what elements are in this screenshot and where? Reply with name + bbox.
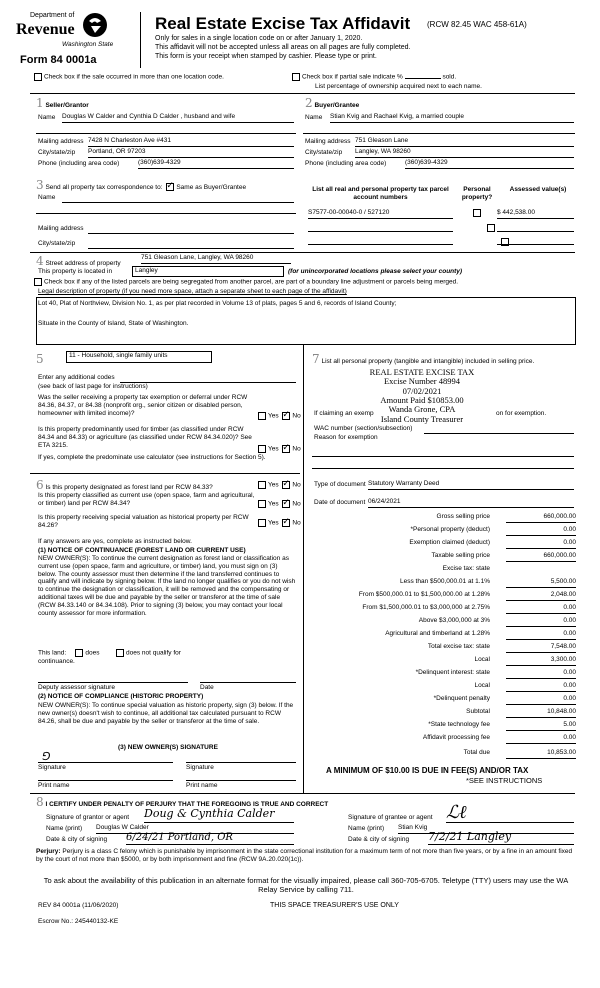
tax-row-value[interactable]: 10,853.00 (506, 749, 576, 759)
tax-row-value[interactable]: 7,548.00 (506, 643, 576, 653)
no-label: No (292, 412, 301, 420)
sold-label: sold. (442, 73, 457, 81)
tax-row-value[interactable]: 0.00 (506, 630, 576, 640)
stamp-line: REAL ESTATE EXCISE TAX (369, 367, 475, 377)
perjury-notice (36, 848, 576, 864)
segregated-label: Check box if any of the listed parcels are being segregated from another parcel, are part of a boundary line adjustment or parcels being merged. (44, 278, 459, 286)
perjury-text: Perjury is a class C felony which is punishable by imprisonment in the state correctional institution for a maximum term of not more than five years, or by a fine in an amount fixed by the court of not more than $5000, or by both imprisonment and fine (RCW 9A.20.020(1c)). (36, 848, 573, 863)
buyer-phone-field[interactable]: (360)639-4329 (405, 159, 574, 169)
header-divider (140, 12, 141, 68)
notice-compliance-heading: (2) NOTICE OF COMPLIANCE (HISTORIC PROPERTY) (38, 693, 204, 700)
exemption-no-checkbox[interactable] (282, 412, 290, 420)
exemption-question: Was the seller receiving a property tax exemption or deferral under RCW 84.36, 84.37, or 84.38 (nonprofit org., senior citizen or disabled person, homeowner with limited income)? (38, 394, 248, 417)
if-any-yes-note: If any answers are yes, complete as instructed below. (38, 538, 192, 545)
revenue-logo-icon (82, 12, 108, 38)
current-use-no-checkbox[interactable] (282, 500, 290, 508)
seller-city-field[interactable]: Portland, OR 97203 (88, 148, 294, 158)
document-date-label: Date of document (314, 499, 366, 506)
tax-row-value[interactable]: 660,000.00 (506, 552, 576, 562)
signature-label: Signature (186, 764, 214, 771)
timber-yes-checkbox[interactable] (258, 445, 266, 453)
exemption-answer (256, 412, 301, 421)
tax-row (310, 656, 576, 667)
yes-label: Yes (268, 481, 279, 489)
tax-row-label: Total due (463, 749, 490, 756)
yes-label: Yes (268, 445, 279, 453)
tax-row-label: Taxable selling price (431, 552, 490, 559)
exemption-claim-label-end: on for exemption. (496, 410, 547, 417)
tax-row (310, 578, 576, 589)
tax-row (310, 617, 576, 628)
stamp-amount: Amount Paid $10853.00 (380, 395, 464, 406)
escrow-label: Escrow No.: (38, 918, 74, 925)
buyer-city-field[interactable]: Langley, WA 98260 (355, 148, 574, 158)
additional-codes-label: Enter any additional codes (38, 374, 115, 381)
tax-row (310, 513, 576, 524)
tax-row-label: Affidavit processing fee (422, 734, 490, 741)
tax-row-label: Excise tax: state (442, 565, 490, 572)
historic-no-checkbox[interactable] (282, 519, 290, 527)
perjury-label: Perjury: (36, 848, 61, 855)
buyer-heading (305, 96, 359, 110)
see-instructions-note: *SEE INSTRUCTIONS (466, 776, 543, 785)
buyer-heading-label: Buyer/Grantee (314, 102, 360, 109)
tax-row (310, 526, 576, 537)
tax-row (310, 539, 576, 550)
print-name-line-2[interactable] (186, 780, 296, 781)
legal-description-line-1: Lot 40, Plat of Northview, Division No. 1, as per plat recorded in Volume 13 of plats, pages 5 and 6, records of Island County; (38, 300, 397, 307)
seller-heading (36, 96, 89, 110)
more-than-one-location-label: Check box if the sale occurred in more than one location code. (44, 73, 224, 81)
section-8-number: 8 (36, 795, 44, 809)
personal-property-checkbox[interactable] (487, 224, 495, 232)
tax-row-label: Gross selling price (436, 513, 490, 520)
tax-row-label: Agricultural and timberland at 1.28% (385, 630, 490, 637)
forest-land-answer (256, 481, 301, 490)
tax-row-label: Subtotal (466, 708, 490, 715)
exemption-reason-label: Reason for exemption (314, 434, 378, 441)
tax-row-value[interactable]: 0.00 (506, 539, 576, 549)
tax-row (310, 734, 576, 745)
tax-row-label: From $1,500,000.01 to $3,000,000 at 2.75% (362, 604, 490, 611)
legal-description-label: Legal description of property (if you need more space, attach a separate sheet to each page of the affidavit) (38, 288, 347, 295)
street-address-field[interactable]: 751 Gleason Lane, Langley, WA 98260 (141, 254, 291, 264)
tax-row (310, 643, 576, 654)
parcel-number-field[interactable] (308, 235, 453, 245)
does-not-label: does not qualify for (125, 649, 181, 657)
grantee-date-field[interactable]: 7/2/21 Langley (428, 830, 574, 845)
seller-city-label: City/state/zip (38, 149, 76, 156)
tax-row-value[interactable]: 0.00 (506, 604, 576, 614)
located-in-label: This property is located in (38, 268, 113, 275)
tax-row-label: *Delinquent penalty (433, 695, 490, 702)
section-4-number: 4 (36, 254, 44, 268)
certify-text: I CERTIFY UNDER PENALTY OF PERJURY THAT THE FOREGOING IS TRUE AND CORRECT (45, 801, 329, 808)
partial-sale-label: Check box if partial sale indicate % (302, 73, 403, 81)
assessed-value-column-header: Assessed value(s) (509, 186, 567, 193)
new-owner-signature-line-1[interactable] (38, 762, 173, 763)
partial-sale-note: List percentage of ownership acquired next to each name. (315, 83, 482, 90)
section-3-number: 3 (36, 178, 44, 192)
tax-row-label: *State technology fee (428, 721, 490, 728)
stamp-treasurer-name: Wanda Grone, CPA (388, 404, 456, 415)
current-use-question: Is this property classified as current use (open space, farm and agricultural, or timber) land per RCW 84.34? (38, 492, 255, 507)
print-name-line-1[interactable] (38, 780, 173, 781)
tax-row-label: Less than $500,000.01 at 1.1% (400, 578, 490, 585)
does-checkbox[interactable] (75, 649, 83, 657)
seller-name-field[interactable]: Douglas W Calder and Cynthia D Calder , husband and wife (62, 113, 294, 123)
stamp-treasurer-title: Island County Treasurer (380, 413, 464, 424)
deputy-signature-label: Deputy assessor signature (38, 684, 115, 691)
grantor-date-field[interactable]: 6/24/21 Portland, OR (126, 832, 294, 845)
divider (30, 793, 575, 794)
tax-row-value[interactable]: 2,048.00 (506, 591, 576, 601)
tax-row-label: Total excise tax: state (427, 643, 490, 650)
section-6-number: 6 (36, 478, 44, 492)
section-5-number (36, 352, 44, 366)
grantee-name-field[interactable]: Stian Kvig (398, 824, 574, 834)
grantee-signature-label: Signature of grantee or agent (348, 814, 433, 821)
tax-row (310, 565, 576, 576)
tax-row-label: Local (474, 682, 490, 689)
exemption-yes-checkbox[interactable] (258, 412, 266, 420)
same-as-buyer-label: Same as Buyer/Grantee (176, 184, 247, 191)
send-address-label: Mailing address (38, 225, 84, 232)
tax-row (310, 630, 576, 641)
more-than-one-location-row (32, 73, 224, 82)
notice-compliance-text: NEW OWNER(S): To continue special valuation as historic property, sign (3) below. If the new owner(s) doesn't wish to continue, all additional tax calculated pursuant to RCW 84.26, shall be due and payable by the seller or transferor at the time of sale. (38, 702, 294, 725)
tax-row-value[interactable]: 3,300.00 (506, 656, 576, 666)
center-divider (303, 345, 304, 793)
deputy-signature-line[interactable] (38, 682, 188, 683)
forest-land-question-text: Is this property designated as forest land per RCW 84.33? (45, 484, 213, 491)
exemption-reason-field[interactable] (312, 459, 574, 469)
seller-address-field[interactable]: 7428 N Charleston Ave #431 (88, 137, 294, 147)
send-city-field[interactable] (88, 239, 294, 249)
no-label: No (292, 519, 301, 527)
send-correspondence-label: Send all property tax correspondence to: (45, 184, 163, 191)
document-type-select[interactable]: Statutory Warranty Deed (368, 480, 574, 490)
more-than-one-location-checkbox[interactable] (34, 73, 42, 81)
tax-row-value[interactable]: 0.00 (506, 526, 576, 536)
section-7-number: 7 (312, 352, 320, 366)
tax-row (310, 682, 576, 693)
buyer-name-label: Name (305, 114, 323, 121)
tax-row-label: From $500,000.01 to $1,500,000.00 at 1.28% (358, 591, 490, 598)
send-name-label: Name (38, 194, 56, 201)
buyer-city-label: City/state/zip (305, 149, 343, 156)
does-label: does (85, 649, 100, 657)
send-name-field[interactable] (62, 193, 294, 203)
forest-yes-checkbox[interactable] (258, 481, 266, 489)
signature-label: Signature (38, 764, 66, 771)
divider (303, 133, 575, 134)
no-label: No (292, 445, 301, 453)
accessibility-note: To ask about the availability of this publication in an alternate format for the visually impaired, please call 360-705-6705. Teletype (TTY) users may use the WA Relay Service by calling 711. (43, 876, 569, 894)
tax-row (310, 695, 576, 706)
divider (30, 473, 300, 474)
form-rcw: (RCW 82.45 WAC 458-61A) (427, 20, 527, 29)
tax-row-label: Local (474, 656, 490, 663)
buyer-address-label: Mailing address (305, 138, 351, 145)
send-address-field[interactable] (88, 224, 294, 234)
historic-yes-checkbox[interactable] (258, 519, 266, 527)
seller-heading-label: Seller/Grantor (45, 102, 89, 109)
escrow-number: 245440132-KE (74, 918, 119, 925)
form-title: Real Estate Excise Tax Affidavit (155, 14, 411, 33)
tax-row (310, 552, 576, 563)
grantor-name-field[interactable]: Douglas W Calder (96, 824, 294, 834)
same-as-buyer-checkbox[interactable] (166, 183, 174, 191)
personal-property-column-header: Personal property? (461, 186, 493, 201)
send-correspondence-row (36, 178, 246, 192)
form-revision: REV 84 0001a (11/06/2020) (38, 902, 119, 909)
tax-row-label: Exemption claimed (deduct) (409, 539, 490, 546)
divider (36, 133, 296, 134)
timber-note: If yes, complete the predominate use calculator (see instructions for Section 5). (38, 454, 266, 461)
personal-property-question-text: List all personal property (tangible and intangible) included in selling price. (321, 358, 535, 365)
header-note-2: This affidavit will not be accepted unless all areas on all pages are fully completed. (155, 44, 411, 51)
assessed-value-field[interactable] (497, 222, 574, 232)
location-select[interactable]: Langley (132, 266, 284, 277)
tax-row-value[interactable]: 660,000.00 (506, 513, 576, 523)
seller-address-label: Mailing address (38, 138, 84, 145)
grantee-date-label: Date & city of signing (348, 836, 410, 843)
notice-continuance-text: NEW OWNER(S): To continue the current designation as forest land or classification as current use (open space, farm and agriculture, or timber) land, you must sign on (3) below. The county assessor must then determine if the land transferred continues to qualify and will indicate by signing below. If the land no longer qualifies or you do not wish to continue the designation or classification, it will be removed and the compensating or additional taxes will be due and payable by the seller or transferor at the time of sale (RCW 84.33.140 or 84.34.108). Prior to signing (3) below, you may contact your local county assessor for more information. (38, 555, 296, 617)
land-qualify-row (38, 649, 181, 658)
assessed-value-field[interactable]: $ 442,538.00 (497, 209, 574, 219)
divider (36, 213, 296, 214)
tax-row-label: *Personal property (deduct) (410, 526, 490, 533)
grantor-date-label: Date & city of signing (46, 836, 108, 843)
partial-percent-field[interactable] (405, 78, 441, 79)
escrow-row (38, 918, 118, 926)
exemption-reason-field[interactable] (312, 447, 574, 457)
historic-question: Is this property receiving special valuation as historical property per RCW 84.26? (38, 514, 249, 529)
this-land-label: This land: (38, 649, 67, 657)
partial-sale-checkbox[interactable] (292, 73, 300, 81)
wac-number-field[interactable] (424, 424, 574, 434)
stamp-date: 07/02/2021 (402, 385, 442, 396)
legal-description-line-2: Situate in the County of Island, State of Washington. (38, 320, 189, 327)
tax-row-value[interactable]: 0.00 (506, 695, 576, 705)
timber-no-checkbox[interactable] (282, 445, 290, 453)
partial-sale-row (290, 73, 456, 82)
seller-phone-field[interactable]: (360)639-4329 (138, 159, 294, 169)
no-label: No (292, 481, 301, 489)
new-owner-signature-mark: ⅁ (42, 750, 51, 763)
section-1-number: 1 (36, 96, 44, 110)
buyer-phone-label: Phone (including area code) (305, 160, 387, 167)
new-owner-signature-heading: (3) NEW OWNER(S) SIGNATURE (118, 744, 218, 751)
wac-number-label: WAC number (section/subsection) (314, 425, 413, 432)
buyer-address-field[interactable]: 751 Gleason Lane (355, 137, 574, 147)
tax-row (310, 721, 576, 732)
deputy-date-line[interactable] (200, 682, 296, 683)
tax-row (310, 749, 576, 760)
print-name-label: Print name (38, 782, 70, 789)
grantee-name-label: Name (print) (348, 825, 385, 832)
parcel-number-field[interactable] (308, 222, 453, 232)
revenue-logo: Revenue (16, 21, 75, 38)
additional-codes-field[interactable] (120, 373, 296, 383)
tax-row (310, 669, 576, 680)
divider (30, 252, 575, 253)
tax-row-value[interactable]: 0.00 (506, 617, 576, 627)
tax-row-value[interactable]: 0.00 (506, 734, 576, 744)
tax-row-label: Above $3,000,000 at 3% (418, 617, 490, 624)
header-note-1: Only for sales in a single location code on or after January 1, 2020. (155, 35, 363, 42)
header-note-3: This form is your receipt when stamped by cashier. Please type or print. (155, 53, 377, 60)
tax-row-value[interactable]: 5.00 (506, 721, 576, 731)
yes-label: Yes (268, 500, 279, 508)
assessed-value-field[interactable] (497, 235, 574, 245)
parcel-column-header: List all real and personal property tax parcel account numbers (312, 186, 449, 201)
tax-row (310, 591, 576, 602)
grantee-signature-field[interactable]: ℒℓ (446, 802, 574, 823)
current-use-answer (256, 500, 301, 509)
segregated-row (32, 278, 458, 287)
yes-label: Yes (268, 412, 279, 420)
seller-phone-label: Phone (including area code) (38, 160, 120, 167)
personal-property-checkbox[interactable] (473, 209, 481, 217)
seller-name-label: Name (38, 114, 56, 121)
tax-row-value[interactable]: 0.00 (506, 682, 576, 692)
new-owner-signature-line-2[interactable] (186, 762, 296, 763)
timber-question: Is this property predominantly used for timber (as classified under RCW 84.34 and 84.33) or agriculture (as classified under RCW 84.34.020)? See ETA 3215. (38, 426, 252, 449)
tax-row (310, 604, 576, 615)
additional-codes-note: (see back of last page for instructions) (38, 383, 148, 390)
location-note: (for unincorporated locations please select your county) (288, 268, 463, 275)
treasurer-use-note: THIS SPACE TREASURER'S USE ONLY (270, 902, 399, 909)
historic-answer (256, 519, 301, 528)
yes-label: Yes (268, 519, 279, 527)
grantor-signature-label: Signature of grantor or agent (46, 814, 130, 821)
send-city-label: City/state/zip (38, 240, 76, 247)
stamp-excise-number: Excise Number 48994 (383, 376, 460, 387)
forest-land-question (36, 478, 254, 492)
tax-row (310, 708, 576, 719)
tax-row-value[interactable]: 0.00 (506, 669, 576, 679)
document-date-field[interactable]: 06/24/2021 (368, 498, 574, 508)
segregated-checkbox[interactable] (34, 278, 42, 286)
current-use-yes-checkbox[interactable] (258, 500, 266, 508)
grantor-signature-field[interactable]: Doug & Cynthia Calder (144, 807, 294, 823)
exemption-claim-label: If claiming an exemp (314, 410, 374, 417)
tax-row-label: *Delinquent interest: state (415, 669, 490, 676)
print-name-label: Print name (186, 782, 218, 789)
deputy-date-label: Date (200, 684, 214, 691)
timber-answer (256, 445, 301, 454)
personal-property-question (312, 352, 574, 366)
tax-row-value[interactable]: 5,500.00 (506, 578, 576, 588)
street-address-row (36, 254, 121, 268)
parcel-number-field[interactable]: S7577-00-00040-0 / 527120 (308, 209, 453, 219)
no-label: No (292, 500, 301, 508)
section-2-number: 2 (305, 96, 313, 110)
grantor-name-label: Name (print) (46, 825, 83, 832)
continuance-label: continuance. (38, 658, 75, 665)
divider (30, 93, 575, 94)
does-not-checkbox[interactable] (116, 649, 124, 657)
tax-row-value[interactable]: 10,848.00 (506, 708, 576, 718)
notice-continuance-heading: (1) NOTICE OF CONTINUANCE (FOREST LAND OR CURRENT USE) (38, 547, 246, 554)
land-use-select[interactable]: 11 - Household, single family units (66, 351, 212, 363)
document-type-label: Type of document (314, 481, 366, 488)
buyer-name-field[interactable]: Stian Kvig and Rachael Kvig, a married couple (330, 113, 574, 123)
section-5-num: 5 (36, 352, 44, 366)
street-address-label: Street address of property (45, 260, 121, 267)
minimum-due-note: A MINIMUM OF $10.00 IS DUE IN FEE(S) AND/OR TAX (326, 766, 529, 775)
form-number: Form 84 0001a (20, 54, 97, 66)
forest-no-checkbox[interactable] (282, 481, 290, 489)
state-label: Washington State (62, 41, 114, 48)
dept-label: Department of (30, 12, 75, 19)
